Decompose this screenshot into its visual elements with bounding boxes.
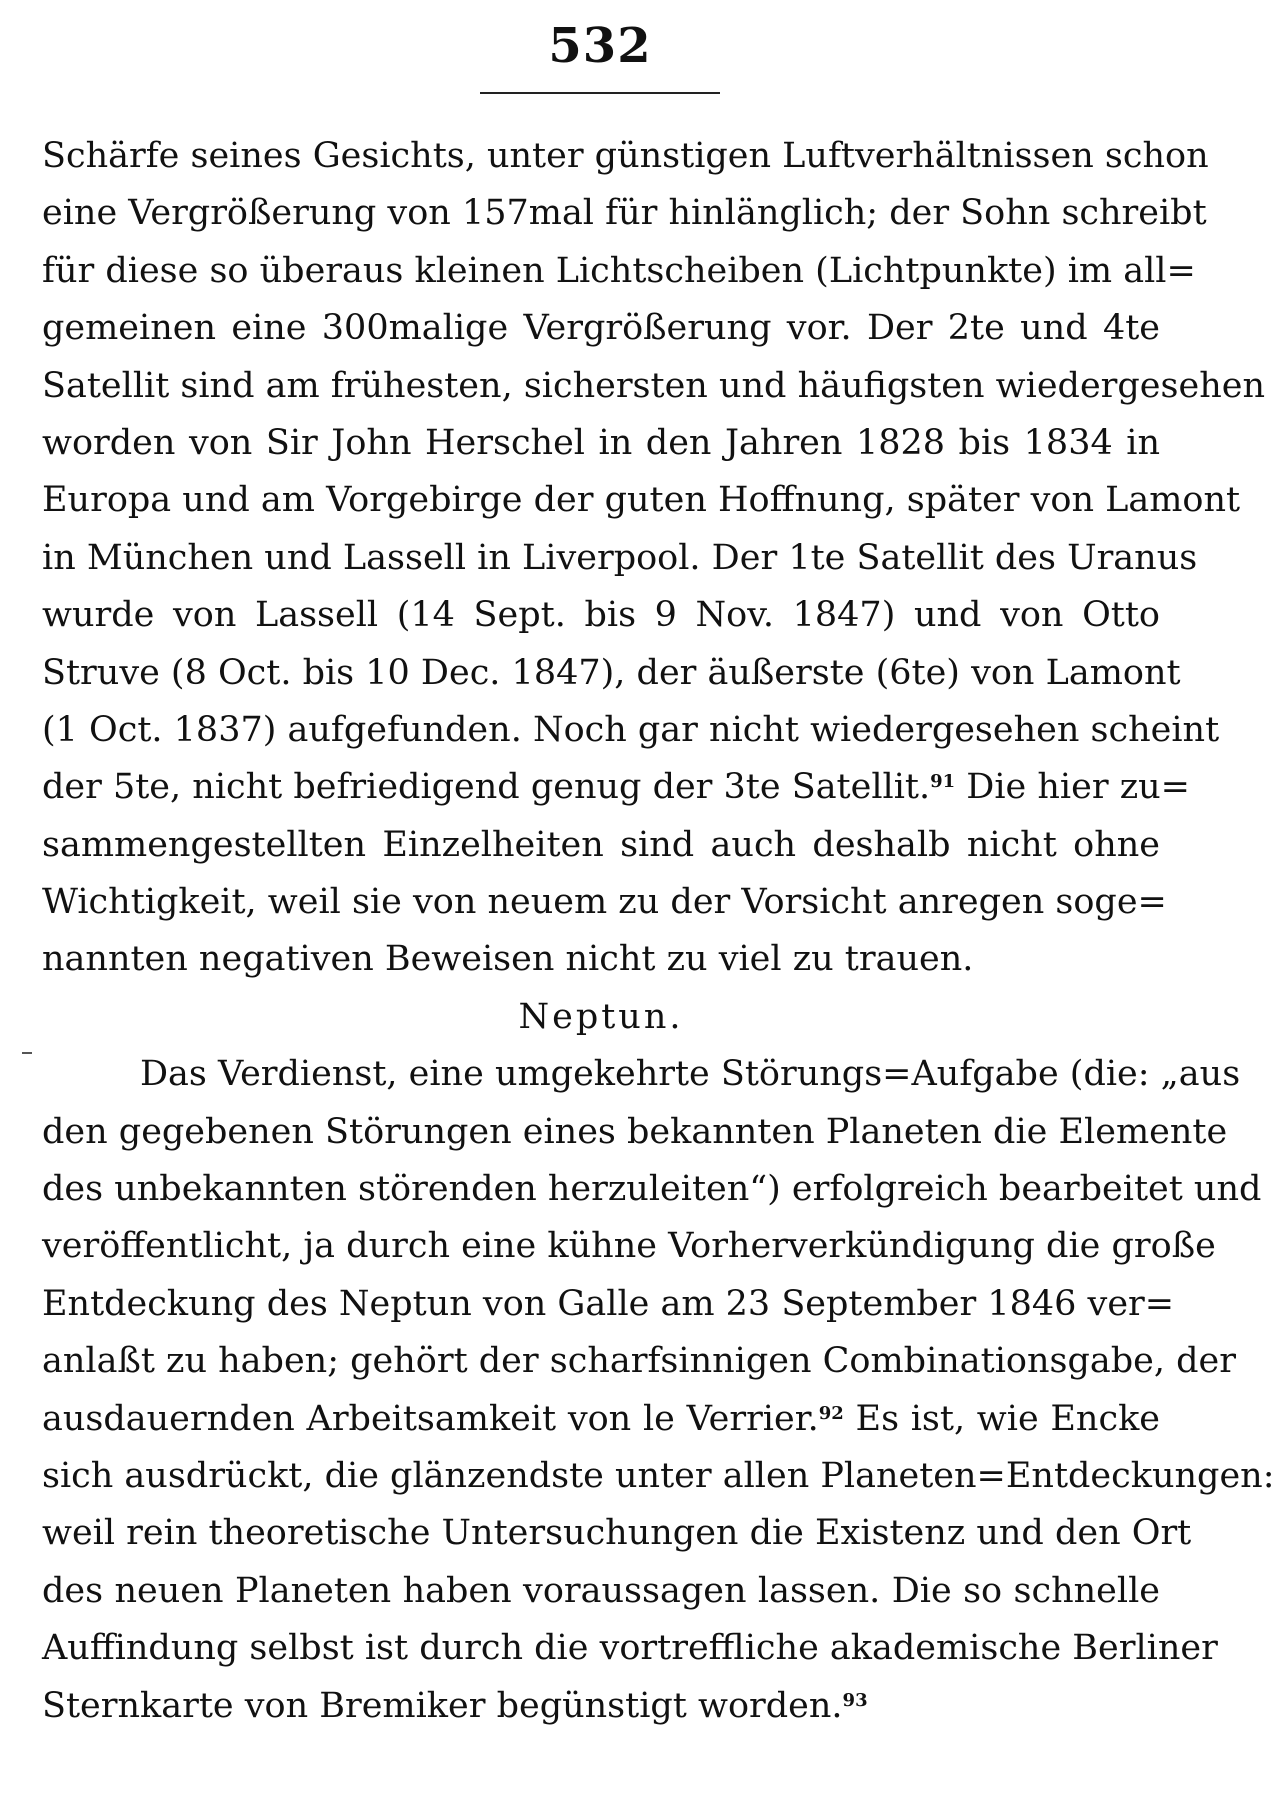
text-line: für diese so überaus kleinen Lichtscheiben (Lichtpunkte) im all= xyxy=(42,250,1196,291)
line-text-continued: Die hier zu= xyxy=(955,767,1191,808)
text-line: Schärfe seines Gesichts, unter günstigen Luftverhältnissen schon xyxy=(42,136,1209,176)
line-text: ausdauernden Arbeitsamkeit von le Verrier. xyxy=(42,1398,819,1439)
text-line: sich ausdrückt, die glänzendste unter allen Planeten=Entdeckungen: xyxy=(42,1455,1275,1496)
text-line: Satellit sind am frühesten, sichersten und häufigsten wiedergesehen xyxy=(42,365,1265,406)
text-line: sammengestellten Einzelheiten sind auch deshalb nicht ohne xyxy=(42,824,1160,865)
section-heading: Neptun. xyxy=(518,996,684,1037)
paragraph-2 xyxy=(42,1046,1275,1735)
text-line: gemeinen eine 300malige Vergrößerung vor. Der 2te und 4te xyxy=(42,308,1160,349)
text-line: anlaßt zu haben; gehört der scharfsinnigen Combinationsgabe, der xyxy=(42,1341,1236,1382)
margin-mark xyxy=(22,1052,32,1054)
text-line: des neuen Planeten haben voraussagen lassen. Die so schnelle xyxy=(42,1570,1160,1611)
text-line-with-note xyxy=(42,759,1191,816)
text-line: veröffentlicht, ja durch eine kühne Vorherverkündigung die große xyxy=(42,1226,1216,1267)
line-text: der 5te, nicht befriedigend genug der 3te Satellit. xyxy=(42,767,931,808)
text-line: des unbekannten störenden herzuleiten“) erfolgreich bearbeitet und xyxy=(42,1169,1262,1210)
text-line: eine Vergrößerung von 157mal für hinlänglich; der Sohn schreibt xyxy=(42,193,1207,234)
paragraph-1 xyxy=(42,128,1265,989)
line-text-continued: Es ist, wie Encke xyxy=(843,1398,1161,1439)
footnote-ref: 93 xyxy=(842,1689,868,1711)
text-line: (1 Oct. 1837) aufgefunden. Noch gar nicht wiedergesehen scheint xyxy=(42,709,1220,750)
text-line: Wichtigkeit, weil sie von neuem zu der Vorsicht anregen soge= xyxy=(42,882,1167,923)
text-line: in München und Lassell in Liverpool. Der 1te Satellit des Uranus xyxy=(42,537,1198,578)
footnote-ref: 91 xyxy=(930,771,956,793)
text-line: Auffindung selbst ist durch die vortreffliche akademische Berliner xyxy=(42,1628,1218,1669)
body-text xyxy=(42,128,1275,1735)
text-line: den gegebenen Störungen eines bekannten Planeten die Elemente xyxy=(42,1111,1228,1152)
line-text: Sternkarte von Bremiker begünstigt worden. xyxy=(42,1685,843,1726)
text-line: weil rein theoretische Untersuchungen die Existenz und den Ort xyxy=(42,1513,1192,1554)
header-rule xyxy=(480,92,720,94)
footnote-ref: 92 xyxy=(818,1402,844,1424)
text-line: nannten negativen Beweisen nicht zu viel zu trauen. xyxy=(42,939,974,980)
text-line: Struve (8 Oct. bis 10 Dec. 1847), der äußerste (6te) von Lamont xyxy=(42,652,1181,693)
page-number: 532 xyxy=(548,18,652,74)
text-line: worden von Sir John Herschel in den Jahren 1828 bis 1834 in xyxy=(42,422,1160,463)
text-line-with-note xyxy=(42,1678,1160,1735)
text-line: Entdeckung des Neptun von Galle am 23 September 1846 ver= xyxy=(42,1283,1175,1324)
text-line: wurde von Lassell (14 Sept. bis 9 Nov. 1847) und von Otto xyxy=(42,595,1160,636)
text-line: Das Verdienst, eine umgekehrte Störungs=Aufgabe (die: „aus xyxy=(140,1054,1241,1095)
text-line: Europa und am Vorgebirge der guten Hoffnung, später von Lamont xyxy=(42,480,1241,521)
text-line-with-note xyxy=(42,1391,1160,1448)
